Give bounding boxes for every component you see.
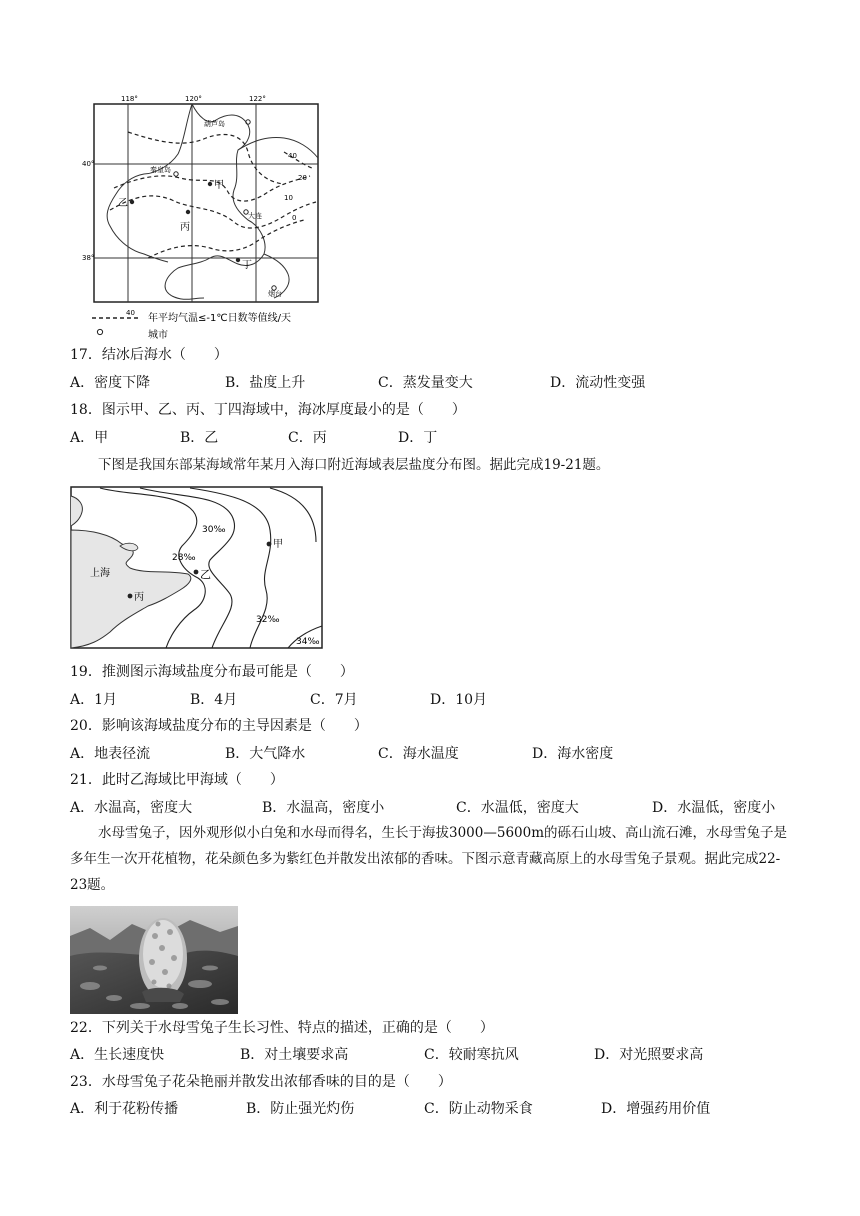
sea-area-label: 丙 xyxy=(134,592,144,603)
lat-label: 38° xyxy=(82,254,95,262)
q18-option-a[interactable]: A．甲 xyxy=(70,430,109,446)
q22-option-d[interactable]: D．对光照要求高 xyxy=(594,1047,704,1063)
section-intro-19-21: 下图是我国东部某海域常年某月入海口附近海域表层盐度分布图。据此完成19-21题。 xyxy=(98,457,610,473)
q19-option-b[interactable]: B．4月 xyxy=(190,692,238,708)
question-20-stem: 20．影响该海域盐度分布的主导因素是（ ） xyxy=(70,718,368,734)
q17-option-a[interactable]: A．密度下降 xyxy=(70,375,151,391)
q23-option-b[interactable]: B．防止强光灼伤 xyxy=(246,1101,355,1117)
q21-option-b[interactable]: B．水温高，密度小 xyxy=(262,800,385,816)
question-19-stem: 19．推测图示海域盐度分布最可能是（ ） xyxy=(70,664,354,680)
snow-lotus-photo-image xyxy=(70,906,238,1014)
q18-option-d[interactable]: D．丁 xyxy=(398,430,438,446)
lat-label: 40° xyxy=(82,160,95,168)
q22-option-a[interactable]: A．生长速度快 xyxy=(70,1047,165,1063)
q21-option-a[interactable]: A．水温高，密度大 xyxy=(70,800,193,816)
question-22-stem: 22．下列关于水母雪兔子生长习性、特点的描述，正确的是（ ） xyxy=(70,1020,494,1036)
salinity-map-figure xyxy=(70,486,324,650)
sea-area-label: 甲 xyxy=(273,539,283,550)
snow-lotus-photo xyxy=(70,906,238,1014)
q23-option-c[interactable]: C．防止动物采食 xyxy=(424,1101,533,1117)
q23-option-a[interactable]: A．利于花粉传播 xyxy=(70,1101,179,1117)
legend-city-label: 城市 xyxy=(148,330,168,341)
q17-option-b[interactable]: B．盐度上升 xyxy=(225,375,306,391)
q22-option-b[interactable]: B．对土壤要求高 xyxy=(240,1047,349,1063)
q18-option-c[interactable]: C．丙 xyxy=(288,430,327,446)
q23-option-d[interactable]: D．增强药用价值 xyxy=(601,1101,711,1117)
q20-option-d[interactable]: D．海水密度 xyxy=(532,746,614,762)
sea-area-label: 丙 xyxy=(180,222,190,233)
q20-option-c[interactable]: C．海水温度 xyxy=(378,746,459,762)
isotherm-map xyxy=(82,92,328,342)
sea-area-label: 甲 xyxy=(214,180,224,191)
lon-label: 118° xyxy=(121,95,138,103)
q17-option-d[interactable]: D．流动性变强 xyxy=(550,375,646,391)
isoline-value: 40 xyxy=(288,152,297,160)
question-17-stem: 17．结冰后海水（ ） xyxy=(70,347,228,363)
isohaline-value: 32‰ xyxy=(256,615,280,625)
legend-line-label: 年平均气温≤-1℃日数等值线/天 xyxy=(148,313,291,324)
city-label: 大连 xyxy=(248,212,262,220)
city-label: 葫芦岛 xyxy=(204,120,225,128)
isotherm-map-figure xyxy=(82,92,328,342)
sea-area-label: 乙 xyxy=(200,568,211,581)
q19-option-c[interactable]: C．7月 xyxy=(310,692,358,708)
q20-option-a[interactable]: A．地表径流 xyxy=(70,746,151,762)
city-label: 烟台 xyxy=(268,290,282,298)
q20-option-b[interactable]: B．大气降水 xyxy=(225,746,306,762)
q19-option-d[interactable]: D．10月 xyxy=(430,692,488,708)
isohaline-value: 34‰ xyxy=(296,637,320,647)
sea-area-label: 丁 xyxy=(242,260,252,271)
salinity-map xyxy=(70,486,324,650)
q19-option-a[interactable]: A．1月 xyxy=(70,692,118,708)
q22-option-c[interactable]: C．较耐寒抗风 xyxy=(424,1047,519,1063)
q21-option-c[interactable]: C．水温低，密度大 xyxy=(456,800,579,816)
q18-option-b[interactable]: B．乙 xyxy=(180,430,219,446)
isoline-value: 10 xyxy=(284,194,293,202)
legend-sample-value: 40 xyxy=(126,309,135,317)
lon-label: 122° xyxy=(249,95,266,103)
section-intro-22-23: 水母雪兔子，因外观形似小白兔和水母而得名，生长于海拔3000—5600m的砾石山坡、高山流石滩，水母雪兔子是多年生一次开花植物，花朵颜色多为紫红色并散发出浓郁的香味。下图示意青藏高原上的水母雪兔子景观。据此完成22-23题。 xyxy=(70,825,788,893)
sea-area-label: 乙 xyxy=(118,198,128,209)
q21-option-d[interactable]: D．水温低，密度小 xyxy=(652,800,776,816)
city-label: 秦皇岛 xyxy=(150,166,171,174)
isoline-value: 20 xyxy=(298,174,307,182)
place-label-shanghai: 上海 xyxy=(90,568,110,579)
question-18-stem: 18．图示甲、乙、丙、丁四海域中，海冰厚度最小的是（ ） xyxy=(70,402,466,418)
isohaline-value: 28‰ xyxy=(172,553,196,563)
lon-label: 120° xyxy=(185,95,202,103)
q17-option-c[interactable]: C．蒸发量变大 xyxy=(378,375,473,391)
isoline-value: 0 xyxy=(292,214,297,222)
isohaline-value: 30‰ xyxy=(202,525,226,535)
question-23-stem: 23．水母雪兔子花朵艳丽并散发出浓郁香味的目的是（ ） xyxy=(70,1074,452,1090)
question-21-stem: 21．此时乙海域比甲海域（ ） xyxy=(70,772,284,788)
